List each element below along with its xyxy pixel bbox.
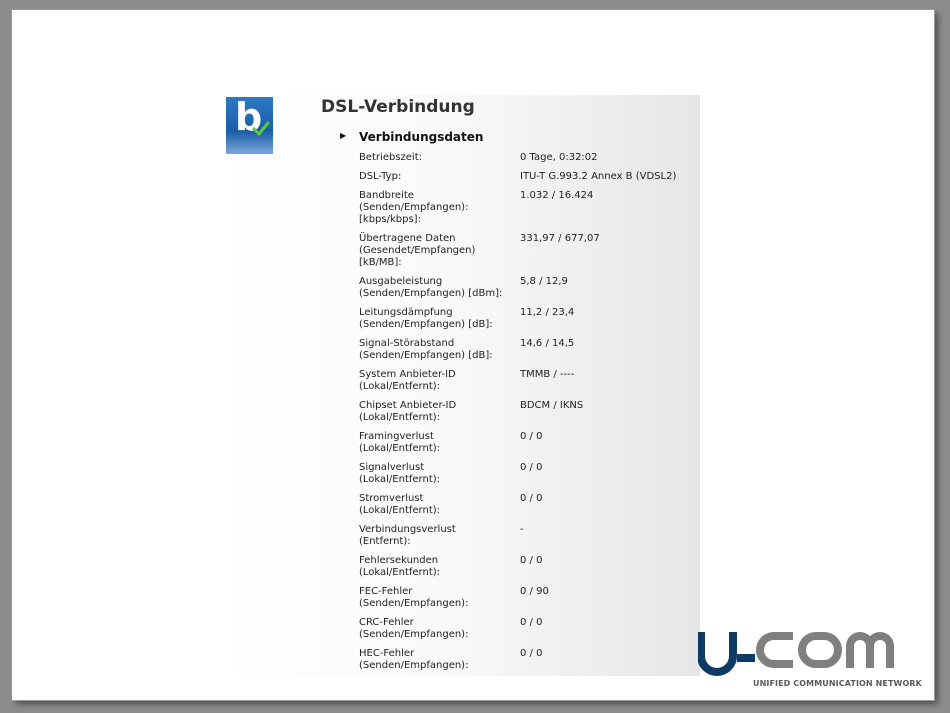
row-value: 0 / 0: [520, 555, 543, 566]
ucom-tagline: UNIFIED COMMUNICATION NETWORK: [753, 679, 922, 688]
app-logo-letter: b: [235, 95, 263, 139]
row-value: 11,2 / 23,4: [520, 307, 575, 318]
row-label: Signal-Störabstand (Senden/Empfangen) [dB]:: [359, 338, 493, 361]
data-row: [359, 369, 700, 393]
row-label: Ausgabeleistung (Senden/Empfangen) [dBm]:: [359, 276, 503, 299]
data-row: [359, 190, 700, 226]
data-row: [359, 524, 700, 548]
row-value: 0 / 0: [520, 493, 543, 504]
data-row: [359, 400, 700, 424]
row-label: Übertragene Daten (Gesendet/Empfangen) [kB/MB]:: [359, 233, 476, 268]
row-value: 0 / 0: [520, 462, 543, 473]
connection-data-table: [359, 152, 700, 676]
data-row: [359, 307, 700, 331]
row-value: 331,97 / 677,07: [520, 233, 600, 244]
data-row: [359, 617, 700, 641]
row-label: Framingverlust (Lokal/Entfernt):: [359, 431, 441, 454]
data-row: [359, 338, 700, 362]
row-label: HEC-Fehler (Senden/Empfangen):: [359, 648, 469, 671]
row-value: ITU-T G.993.2 Annex B (VDSL2): [520, 171, 677, 182]
row-label: DSL-Typ:: [359, 171, 402, 182]
row-value: 0 / 0: [520, 648, 543, 659]
row-value: 0 / 90: [520, 586, 549, 597]
page-title: DSL-Verbindung: [321, 97, 475, 117]
data-row: [359, 462, 700, 486]
row-value: 5,8 / 12,9: [520, 276, 568, 287]
checkmark-icon: [252, 121, 270, 137]
expand-arrow-icon: ▶: [340, 131, 347, 140]
data-row: [359, 152, 700, 164]
data-row: [359, 171, 700, 183]
app-logo: [226, 97, 273, 154]
row-label: Verbindungsverlust (Entfernt):: [359, 524, 456, 547]
row-value: -: [520, 524, 524, 535]
row-label: Leitungsdämpfung (Senden/Empfangen) [dB]:: [359, 307, 493, 330]
row-label: Bandbreite (Senden/Empfangen): [kbps/kbps]:: [359, 190, 469, 225]
row-label: Signalverlust (Lokal/Entfernt):: [359, 462, 441, 485]
row-label: Betriebszeit:: [359, 152, 423, 163]
row-value: 1.032 / 16.424: [520, 190, 594, 201]
row-label: Stromverlust (Lokal/Entfernt):: [359, 493, 441, 516]
data-row: [359, 586, 700, 610]
row-value: 0 Tage, 0:32:02: [520, 152, 598, 163]
data-row: [359, 493, 700, 517]
data-row: [359, 555, 700, 579]
data-row: [359, 276, 700, 300]
row-label: CRC-Fehler (Senden/Empfangen):: [359, 617, 469, 640]
row-value: BDCM / IKNS: [520, 400, 584, 411]
data-row: [359, 233, 700, 269]
dsl-status-panel: [222, 95, 700, 676]
row-label: System Anbieter-ID (Lokal/Entfernt):: [359, 369, 456, 392]
data-row: [359, 648, 700, 672]
data-row: [359, 431, 700, 455]
row-value: 0 / 0: [520, 617, 543, 628]
row-value: 14,6 / 14,5: [520, 338, 575, 349]
row-label: FEC-Fehler (Senden/Empfangen):: [359, 586, 469, 609]
ucom-wordmark: [698, 630, 924, 678]
row-value: 0 / 0: [520, 431, 543, 442]
row-label: Chipset Anbieter-ID (Lokal/Entfernt):: [359, 400, 457, 423]
row-value: TMMB / ----: [520, 369, 575, 380]
section-label: Verbindungsdaten: [359, 130, 484, 144]
ucom-logo: [698, 630, 924, 694]
row-label: Fehlersekunden (Lokal/Entfernt):: [359, 555, 441, 578]
